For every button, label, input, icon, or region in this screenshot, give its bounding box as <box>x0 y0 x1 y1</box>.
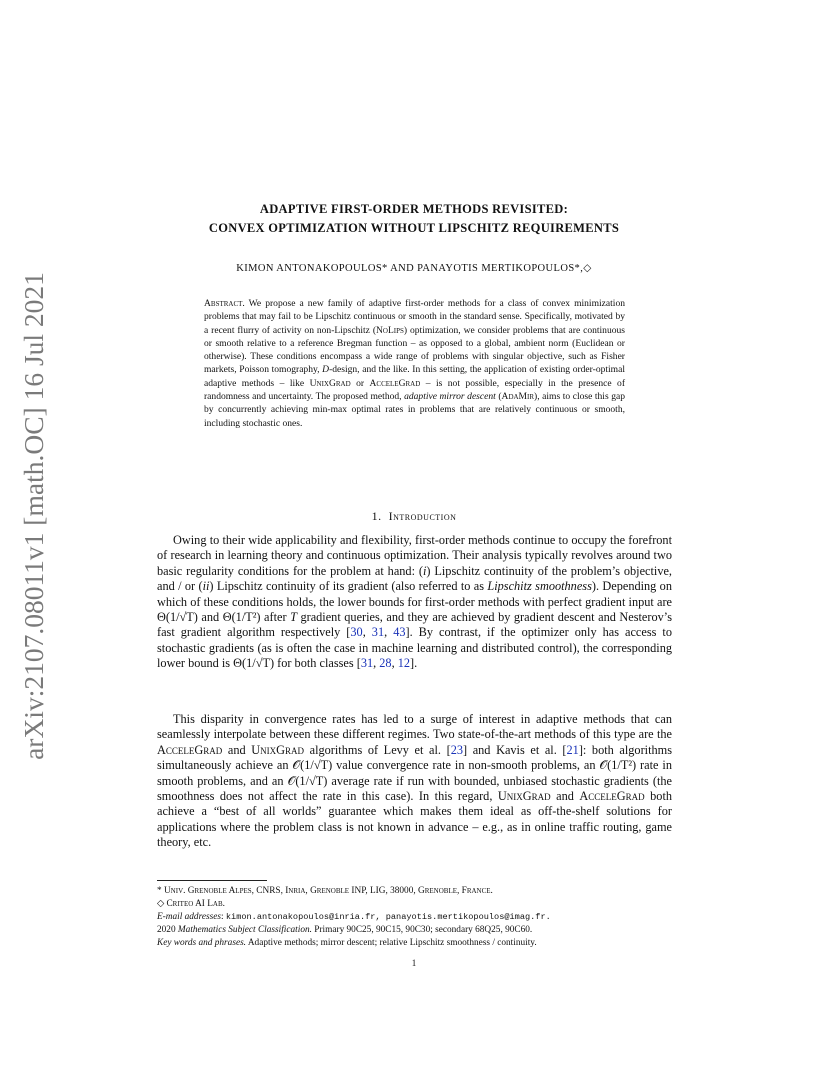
section-title: Introduction <box>388 509 457 523</box>
citation-link[interactable]: 43 <box>393 625 406 640</box>
page-number: 1 <box>411 958 417 968</box>
footnote-msc: 2020 Mathematics Subject Classification. Primary 90C25, 90C15, 90C30; secondary 68Q25, 90C60. <box>157 925 533 935</box>
accelegrad-term: AcceleGrad <box>369 377 421 389</box>
abstract-text: ) optimization, we consider problems that are continuous or smooth relative to a reference Bregman function – as opposed to a global, ambient norm (Euclidean or otherwise). These conditions encompass a wide range of problems with singular objective, such as Fisher markets, Poisson tomography, <box>204 324 625 376</box>
amd-term: adaptive mirror descent <box>404 391 496 403</box>
citation-link[interactable]: 31 <box>371 625 385 640</box>
footnote-rule <box>157 880 267 881</box>
citation-link[interactable]: 28 <box>379 656 392 671</box>
footnote-keywords: Key words and phrases. Adaptive methods; mirror descent; relative Lipschitz smoothness / continuity. <box>157 938 537 948</box>
abstract-text: ( <box>495 391 502 403</box>
citation-link[interactable]: 21 <box>566 742 579 757</box>
abstract-text: – is not possible, especially in the presence of randomness and uncertainty. The proposed method, <box>204 377 625 403</box>
footnote-emails: E-mail addresses: kimon.antonakopoulos@inria.fr, panayotis.mertikopoulos@imag.fr. <box>157 912 551 922</box>
intro-paragraph-1: Owing to their wide applicability and flexibility, first-order methods continue to occupy the forefront of research in learning theory and continuous optimization. Their analysis typically revolves around two basic regularity conditions for the problem at hand: (i) Lipschitz continuity of the problem’s objective, and / or (ii) Lipschitz continuity of its gradient (also referred to as Lipschitz smoothness). Depending on which of these conditions holds, the lower bounds for first-order methods with perfect gradient input are Θ(1/√T) and Θ(1/T²) after T gradient queries, and they are achieved by gradient descent and Nesterov’s fast gradient algorithm respectively [30, 31, 43]. By contrast, if the optimizer only has access to stochastic gradients (as is often the case in machine learning and distributed control), the corresponding lower bound is Θ(1/√T) for both classes [31, 28, 12]. <box>157 533 672 671</box>
arxiv-identifier: arXiv:2107.08011v1 [math.OC] 16 Jul 2021 <box>18 272 49 760</box>
unixgrad-term: UnixGrad <box>309 377 351 389</box>
section-number: 1. <box>371 509 382 523</box>
abstract-label: Abstract. <box>204 298 245 309</box>
abstract-text: We propose a new family of adaptive first-order methods for a class of convex minimization problems that may fail to be Lipschitz continuous or smooth in the standard sense. Specifically, motivated by a recent flurry of activity on non-Lipschitz ( <box>204 298 625 336</box>
paper-title-line-2: CONVEX OPTIMIZATION WITHOUT LIPSCHITZ REQUIREMENTS <box>208 221 620 235</box>
adamir-term: AdaMir <box>501 391 535 403</box>
footnote-affiliation-1: * Univ. Grenoble Alpes, CNRS, Inria, Grenoble INP, LIG, 38000, Grenoble, France. <box>157 886 493 896</box>
abstract <box>204 297 625 430</box>
intro-paragraph-2: This disparity in convergence rates has led to a surge of interest in adaptive methods that can seamlessly interpolate between these different regimes. Two state-of-the-art methods of this type are the AcceleGrad and UnixGrad algorithms of Levy et al. [23] and Kavis et al. [21]: both algorithms simultaneously achieve an 𝒪(1/√T) value convergence rate in non-smooth problems, an 𝒪(1/T²) rate in smooth problems, and an 𝒪(1/√T) average rate if run with bounded, unbiased stochastic gradients (the smoothness does not affect the rate in this case). In this regard, UnixGrad and AcceleGrad both achieve a “best of all worlds” guarantee which makes them ideal as off-the-shelf solutions for applications where the problem class is not known in advance – e.g., as in online traffic routing, game theory, etc. <box>157 712 673 850</box>
nolips-term: NoLips <box>376 324 404 336</box>
author-list: KIMON ANTONAKOPOULOS* AND PANAYOTIS MERTIKOPOULOS*,◇ <box>236 263 592 274</box>
abstract-text: ), aims to close this gap by concurrently achieving min-max optimal rates in problems that are relatively continuous or smooth, including stochastic ones. <box>204 391 626 429</box>
d-design-term: D <box>322 364 330 376</box>
abstract-text: or <box>350 377 370 389</box>
citation-link[interactable]: 31 <box>360 656 374 671</box>
footnote-affiliation-2: ◇ Criteo AI Lab. <box>157 899 225 909</box>
citation-link[interactable]: 12 <box>397 656 411 671</box>
email-addresses[interactable]: kimon.antonakopoulos@inria.fr, panayotis.mertikopoulos@imag.fr. <box>225 912 551 922</box>
paper-title-line-1: ADAPTIVE FIRST-ORDER METHODS REVISITED: <box>259 202 569 216</box>
section-heading <box>0 509 828 524</box>
citation-link[interactable]: 23 <box>450 742 463 757</box>
abstract-text: -design, and the like. In this setting, the application of existing order-optimal adaptive methods – like <box>204 364 625 389</box>
citation-link[interactable]: 30 <box>350 625 363 640</box>
